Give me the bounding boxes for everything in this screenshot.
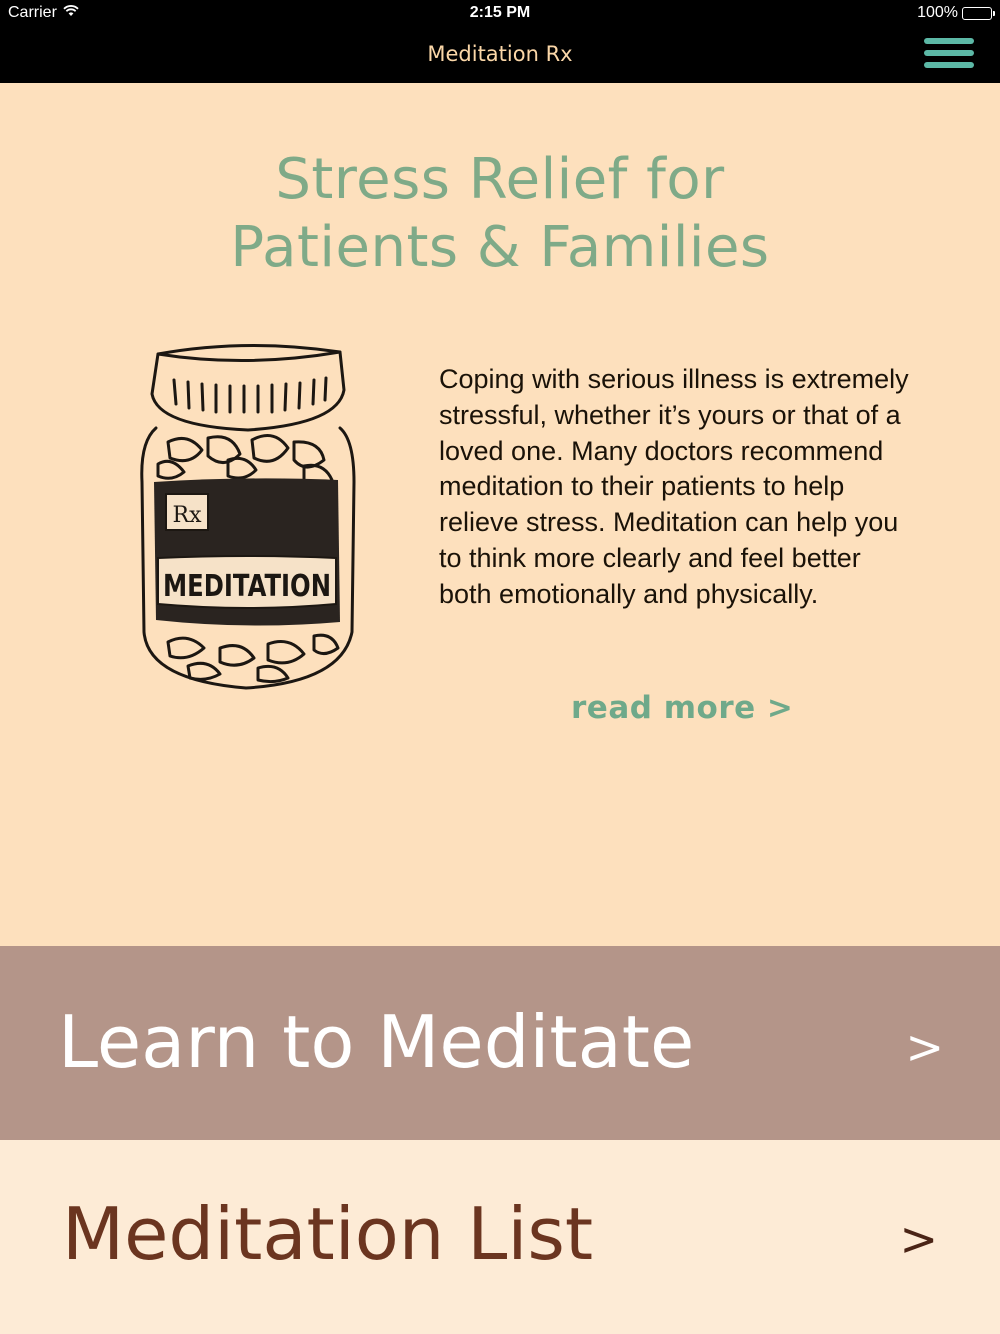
- read-more-link[interactable]: read more >: [571, 690, 794, 726]
- meditation-list-row[interactable]: [0, 1140, 1000, 1334]
- intro-paragraph: Coping with serious illness is extremely stressful, whether it’s yours or that of a loved one. Many doctors recommend meditation to their patients to help relieve stress. Meditation can help you to think more clearly and feel better both emotionally and physically.: [439, 364, 909, 609]
- medicine-jar-illustration: [128, 332, 364, 700]
- meditation-list-label: Meditation List: [62, 1192, 594, 1276]
- page-title: [0, 146, 1000, 282]
- headline-line-2: Patients & Families: [230, 215, 770, 280]
- battery-icon: [962, 7, 992, 20]
- jar-rx-label: Rx: [172, 503, 202, 528]
- headline-line-1: Stress Relief for: [275, 147, 725, 212]
- hamburger-menu-icon[interactable]: [924, 38, 974, 72]
- chevron-right-icon: >: [899, 1212, 938, 1266]
- status-time: 2:15 PM: [469, 4, 531, 21]
- battery-percent: 100%: [917, 4, 958, 21]
- learn-to-meditate-label: Learn to Meditate: [58, 1000, 695, 1084]
- top-bar: [0, 0, 1000, 83]
- learn-to-meditate-row[interactable]: [0, 946, 1000, 1140]
- nav-title: Meditation Rx: [427, 42, 573, 66]
- jar-meditation-label: MEDITATION: [163, 569, 331, 604]
- carrier-label: Carrier: [8, 4, 57, 21]
- chevron-right-icon: >: [905, 1020, 944, 1074]
- status-battery-group: [917, 4, 992, 22]
